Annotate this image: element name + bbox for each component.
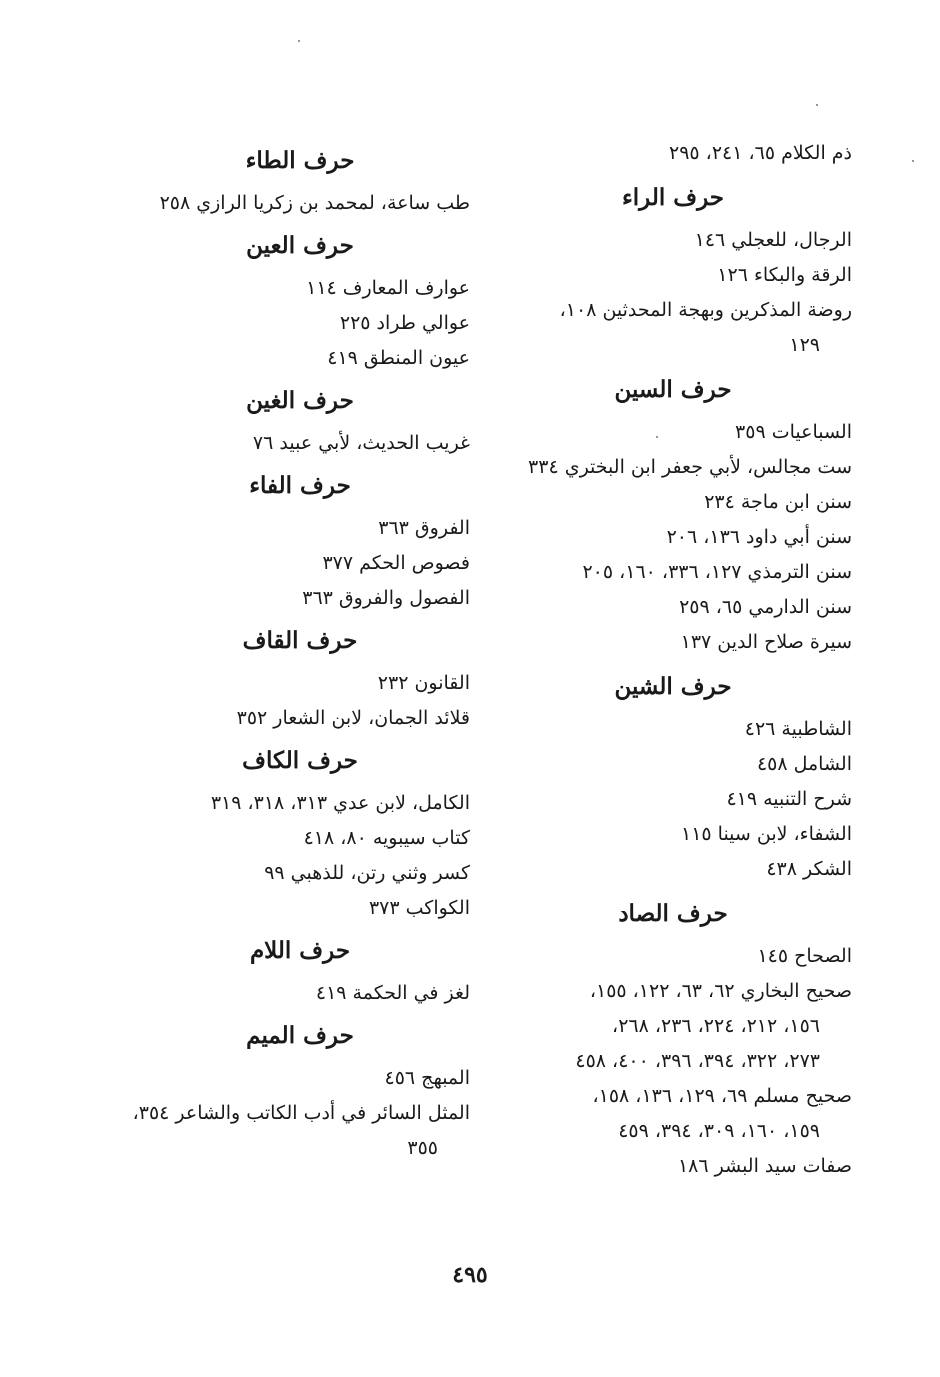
index-entry: سيرة صلاح الدين ١٣٧ [680,631,852,653]
scan-speck [656,436,658,438]
scan-speck [298,40,300,42]
index-entry: شرح التنبيه ٤١٩ [726,788,852,810]
index-entry: الشاطبية ٤٢٦ [744,718,852,740]
index-entry: الشفاء، لابن سينا ١١٥ [681,823,852,845]
index-column-right [494,136,852,1184]
index-entry: القانون ٢٣٢ [377,672,470,694]
index-entry-continuation: ١٢٩ [789,334,820,356]
index-entry: عيون المنطق ٤١٩ [327,347,470,369]
section-heading-ayn: حرف العين [246,232,354,259]
index-entry: روضة المذكرين وبهجة المحدثين ١٠٨، [559,299,852,321]
index-entry: سنن الدارمي ٦٥، ٢٥٩ [679,596,852,618]
section-heading-ra: حرف الراء [621,184,725,211]
index-entry: عوالي طراد ٢٢٥ [339,312,470,334]
index-entry: لغز في الحكمة ٤١٩ [315,982,470,1004]
index-entry: الرقة والبكاء ١٢٦ [717,264,852,286]
index-entry: المبهج ٤٥٦ [384,1067,470,1089]
section-heading-sad: حرف الصاد [618,900,728,927]
index-entry: الكامل، لابن عدي ٣١٣، ٣١٨، ٣١٩ [210,792,470,814]
index-column-left [130,146,470,1166]
section-heading-shin: حرف الشين [614,673,732,700]
section-heading-qaf: حرف القاف [242,627,358,654]
index-entry: سنن الترمذي ١٢٧، ٣٣٦، ١٦٠، ٢٠٥ [582,561,852,583]
index-entry-continuation: ١٥٦، ٢١٢، ٢٢٤، ٢٣٦، ٢٦٨، [612,1015,820,1037]
index-entry: ست مجالس، لأبي جعفر ابن البختري ٣٣٤ [528,456,852,478]
index-entry: الصحاح ١٤٥ [757,945,852,967]
index-entry: الشامل ٤٥٨ [756,753,852,775]
index-entry: صفات سيد البشر ١٨٦ [677,1155,852,1177]
index-entry: الشكر ٤٣٨ [766,858,852,880]
section-heading-sin: حرف السين [614,376,732,403]
index-entry: فصوص الحكم ٣٧٧ [322,552,470,574]
index-entry: سنن ابن ماجة ٢٣٤ [704,491,852,513]
index-entry: غريب الحديث، لأبي عبيد ٧٦ [252,432,470,454]
index-entry-continuation: ١٥٩، ١٦٠، ٣٠٩، ٣٩٤، ٤٥٩ [618,1120,820,1142]
index-entry: المثل السائر في أدب الكاتب والشاعر ٣٥٤، [132,1102,470,1124]
scan-speck [912,160,914,162]
section-heading-ghayn: حرف الغين [246,387,354,414]
index-entry: عوارف المعارف ١١٤ [306,277,470,299]
scan-speck [816,104,818,106]
index-entry-continuation: ٢٧٣، ٣٢٢، ٣٩٤، ٣٩٦، ٤٠٠، ٤٥٨ [575,1050,820,1072]
section-heading-lam: حرف اللام [249,937,351,964]
index-entry: الرجال، للعجلي ١٤٦ [694,229,852,251]
section-heading-fa: حرف الفاء [249,472,351,499]
index-entry: صحيح البخاري ٦٢، ٦٣، ١٢٢، ١٥٥، [589,980,852,1002]
page-number: ٤٩٥ [452,1262,488,1288]
index-entry: سنن أبي داود ١٣٦، ٢٠٦ [666,526,852,548]
index-entry: الفروق ٣٦٣ [378,517,470,539]
index-entry: طب ساعة، لمحمد بن زكريا الرازي ٢٥٨ [159,192,470,214]
index-entry: الفصول والفروق ٣٦٣ [302,587,470,609]
index-entry-continuation: ٣٥٥ [407,1137,438,1159]
section-heading-mim: حرف الميم [246,1022,354,1049]
section-heading-kaf: حرف الكاف [242,747,358,774]
index-entry: السباعيات ٣٥٩ [735,421,852,443]
index-entry: قلائد الجمان، لابن الشعار ٣٥٢ [236,707,470,729]
index-entry: كسر وثني رتن، للذهبي ٩٩ [264,862,470,884]
index-entry: كتاب سيبويه ٨٠، ٤١٨ [303,827,470,849]
section-heading-ta: حرف الطاء [245,147,355,174]
index-entry: الكواكب ٣٧٣ [368,897,470,919]
index-entry: ذم الكلام ٦٥، ٢٤١، ٢٩٥ [669,142,852,164]
index-entry: صحيح مسلم ٦٩، ١٢٩، ١٣٦، ١٥٨، [592,1085,852,1107]
